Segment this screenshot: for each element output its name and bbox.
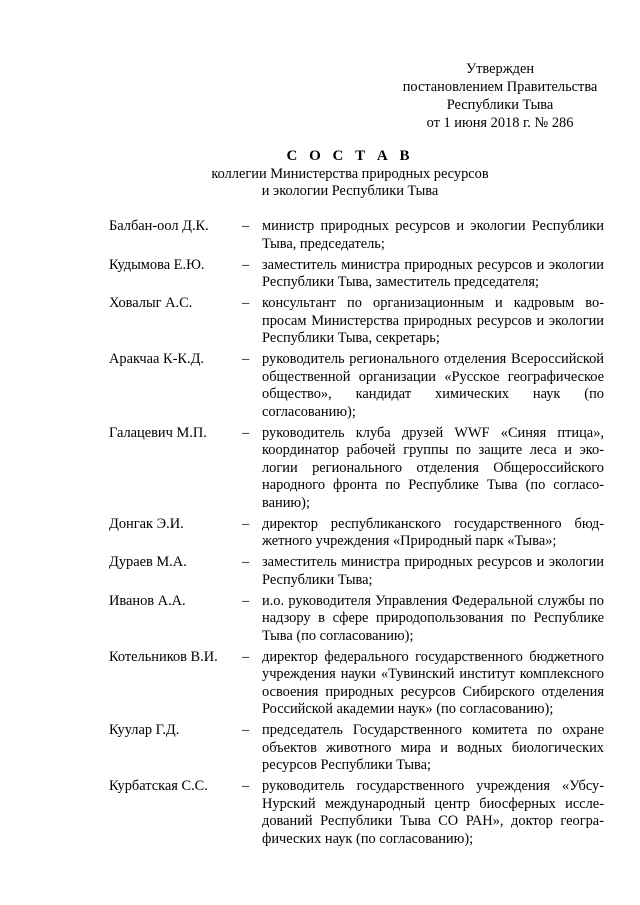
member-role: консультант по организационным и кадровым вопросам Министерства природных ресурсов и экологии Республики Тыва, секретарь; xyxy=(262,295,604,346)
document-subtitle-line-1: коллегии Министерства природных ресурсов xyxy=(211,165,489,182)
member-row xyxy=(109,554,604,589)
member-role: директор республиканского государственного бюджетного учреждения «Природный парк «Тыва»; xyxy=(262,515,604,549)
member-name: Кудымова Е.Ю. xyxy=(109,256,205,273)
approval-line-3: Республики Тыва xyxy=(446,97,554,113)
member-name: Галацевич М.П. xyxy=(109,424,207,441)
member-role: руководитель регионального отделения Всероссийской общественной организации «Русское географическое общество», кандидат химических наук (по согласованию); xyxy=(262,351,604,420)
member-dash: – xyxy=(242,554,250,570)
member-row xyxy=(109,425,604,513)
approval-stamp xyxy=(380,60,620,132)
document-heading xyxy=(0,148,640,201)
member-name: Аракчаа К-К.Д. xyxy=(109,351,205,367)
member-dash: – xyxy=(242,722,250,738)
approval-line-2: постановлением Правительства xyxy=(402,79,598,95)
member-name: Куулар Г.Д. xyxy=(109,722,180,738)
document-subtitle-line-2: и экологии Республики Тыва xyxy=(261,183,439,199)
member-dash: – xyxy=(242,256,250,273)
approval-line-1: Утвержден xyxy=(465,61,535,77)
member-row xyxy=(109,351,604,421)
member-name: Дураев М.А. xyxy=(109,554,187,570)
approval-line-4: от 1 июня 2018 г. № 286 xyxy=(426,115,574,131)
member-row xyxy=(109,218,604,253)
member-name: Котельников В.И. xyxy=(109,648,218,665)
member-row xyxy=(109,295,604,348)
member-dash: – xyxy=(242,218,250,234)
member-name: Курбатская С.С. xyxy=(109,778,208,794)
member-dash: – xyxy=(242,424,250,441)
member-role: министр природных ресурсов и экологии Республики Тыва, председатель; xyxy=(262,218,604,252)
member-role: директор федерального государственного бюджетного учреждения науки «Тувинский институт комплексного освоения природных ресурсов Сибирского отделения Российской академии наук» (по согласованию); xyxy=(262,648,604,717)
member-role: заместитель министра природных ресурсов и экологии Республики Тыва, заместитель председателя; xyxy=(262,256,604,290)
member-row xyxy=(109,257,604,292)
member-name: Донгак Э.И. xyxy=(109,515,184,532)
member-role: руководитель государственного учреждения «Убсу-Нурский международный центр биосферных исследований Республики Тыва СО РАН», доктор географических наук (по согласованию); xyxy=(262,778,604,847)
member-dash: – xyxy=(242,295,250,311)
member-row xyxy=(109,778,604,848)
member-dash: – xyxy=(242,592,250,609)
member-row xyxy=(109,722,604,775)
member-list xyxy=(109,218,604,852)
member-role: руководитель клуба друзей WWF «Синяя птица», координатор рабочей группы по защите леса и экологии регионального отделения Общероссийского народного фронта по Республике Тыва (по согласованию); xyxy=(262,424,604,511)
member-role: председатель Государственного комитета по охране объектов животного мира и водных биологических ресурсов Республики Тыва; xyxy=(262,722,604,773)
member-dash: – xyxy=(242,351,250,367)
member-name: Ховалыг А.С. xyxy=(109,295,193,311)
member-dash: – xyxy=(242,778,250,794)
member-role: заместитель министра природных ресурсов и экологии Республики Тыва; xyxy=(262,554,604,588)
member-row xyxy=(109,649,604,719)
member-name: Балбан-оол Д.К. xyxy=(109,218,209,234)
member-row xyxy=(109,593,604,646)
member-role: и.о. руководителя Управления Федеральной службы по надзору в сфере природопользования по Республике Тыва (по согласованию); xyxy=(262,592,604,644)
member-dash: – xyxy=(242,648,250,665)
member-row xyxy=(109,516,604,551)
document-title: С О С Т А В xyxy=(286,148,414,164)
member-name: Иванов А.А. xyxy=(109,592,186,609)
member-dash: – xyxy=(242,515,250,532)
